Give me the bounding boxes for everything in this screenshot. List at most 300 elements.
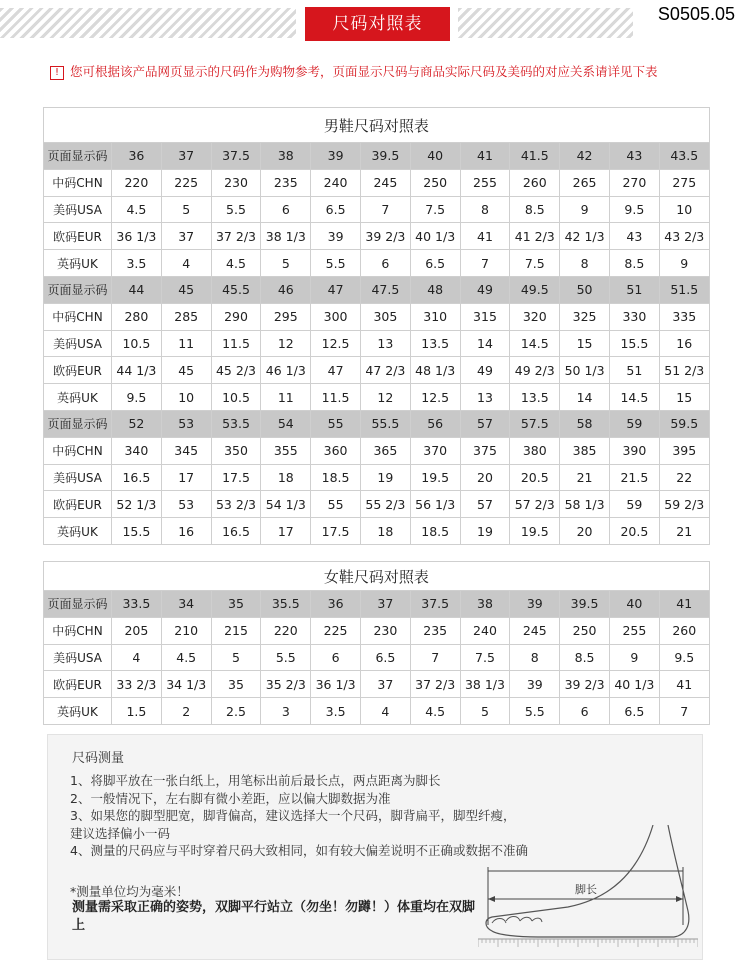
size-cell: 7.5: [510, 250, 560, 277]
size-cell: 335: [659, 303, 709, 330]
size-cell: 19.5: [410, 464, 460, 491]
size-cell: 250: [410, 169, 460, 196]
size-cell: 8.5: [510, 196, 560, 223]
row-label: 英码UK: [44, 250, 112, 277]
size-cell: 34 1/3: [161, 671, 211, 698]
size-cell: 350: [211, 437, 261, 464]
row-label: 欧码EUR: [44, 223, 112, 250]
size-cell: 37: [360, 591, 410, 618]
size-cell: 205: [112, 617, 162, 644]
size-cell: 59: [609, 410, 659, 437]
size-cell: 9: [560, 196, 610, 223]
row-label: 欧码EUR: [44, 671, 112, 698]
size-cell: 220: [261, 617, 311, 644]
size-cell: 2: [161, 698, 211, 725]
size-cell: 20: [560, 518, 610, 545]
size-cell: 15: [560, 330, 610, 357]
size-cell: 44 1/3: [112, 357, 162, 384]
size-cell: 43 2/3: [659, 223, 709, 250]
size-cell: 20: [460, 464, 510, 491]
size-cell: 17.5: [211, 464, 261, 491]
size-cell: 9: [609, 644, 659, 671]
size-cell: 51 2/3: [659, 357, 709, 384]
size-cell: 39: [510, 671, 560, 698]
size-cell: 47 2/3: [360, 357, 410, 384]
size-cell: 355: [261, 437, 311, 464]
size-cell: 235: [261, 169, 311, 196]
size-cell: 5.5: [311, 250, 361, 277]
table-row: [44, 330, 710, 357]
size-cell: 53.5: [211, 410, 261, 437]
table-row: [44, 303, 710, 330]
size-cell: 39.5: [360, 143, 410, 170]
size-cell: 4: [360, 698, 410, 725]
size-cell: 375: [460, 437, 510, 464]
size-cell: 6.5: [311, 196, 361, 223]
size-cell: 45 2/3: [211, 357, 261, 384]
size-cell: 10.5: [112, 330, 162, 357]
size-cell: 57 2/3: [510, 491, 560, 518]
size-cell: 39: [311, 143, 361, 170]
size-cell: 3.5: [112, 250, 162, 277]
size-cell: 46: [261, 276, 311, 303]
size-cell: 9.5: [609, 196, 659, 223]
size-cell: 235: [410, 617, 460, 644]
notice: [50, 62, 710, 80]
row-label: 中码CHN: [44, 303, 112, 330]
size-cell: 42 1/3: [560, 223, 610, 250]
size-cell: 39: [311, 223, 361, 250]
toes-outline: [492, 917, 542, 924]
size-cell: 310: [410, 303, 460, 330]
size-cell: 240: [460, 617, 510, 644]
arrow-left-icon: [488, 896, 495, 902]
size-cell: 11: [261, 384, 311, 411]
size-cell: 40 1/3: [609, 671, 659, 698]
size-cell: 8: [460, 196, 510, 223]
size-cell: 390: [609, 437, 659, 464]
size-cell: 14: [460, 330, 510, 357]
row-label: 中码CHN: [44, 169, 112, 196]
size-cell: 51.5: [659, 276, 709, 303]
table-row: [44, 591, 710, 618]
size-cell: 19: [360, 464, 410, 491]
size-cell: 36 1/3: [311, 671, 361, 698]
size-cell: 6: [311, 644, 361, 671]
size-cell: 270: [609, 169, 659, 196]
size-cell: 56 1/3: [410, 491, 460, 518]
size-cell: 7.5: [460, 644, 510, 671]
size-cell: 7: [410, 644, 460, 671]
size-cell: 50: [560, 276, 610, 303]
size-cell: 20.5: [609, 518, 659, 545]
size-cell: 365: [360, 437, 410, 464]
table-row: [44, 250, 710, 277]
size-cell: 275: [659, 169, 709, 196]
size-cell: 41.5: [510, 143, 560, 170]
size-cell: 8.5: [560, 644, 610, 671]
row-label: 欧码EUR: [44, 357, 112, 384]
size-cell: 19: [460, 518, 510, 545]
size-cell: 14: [560, 384, 610, 411]
size-cell: 210: [161, 617, 211, 644]
row-label: 中码CHN: [44, 617, 112, 644]
size-cell: 34: [161, 591, 211, 618]
size-cell: 33.5: [112, 591, 162, 618]
size-cell: 35: [211, 591, 261, 618]
unit-note: *测量单位均为毫米！: [70, 884, 189, 899]
measure-line: 3、如果您的脚型肥宽，脚背偏高，建议选择大一个尺码，脚背扁平，脚型纤瘦，: [70, 808, 516, 823]
size-cell: 57: [460, 491, 510, 518]
size-cell: 39 2/3: [560, 671, 610, 698]
size-cell: 230: [360, 617, 410, 644]
warning-icon: !: [50, 66, 64, 80]
size-cell: 37: [161, 223, 211, 250]
size-cell: 47: [311, 357, 361, 384]
size-cell: 41: [659, 671, 709, 698]
size-cell: 53 2/3: [211, 491, 261, 518]
size-cell: 5.5: [211, 196, 261, 223]
size-cell: 43: [609, 143, 659, 170]
size-cell: 220: [112, 169, 162, 196]
size-cell: 245: [360, 169, 410, 196]
size-cell: 4.5: [211, 250, 261, 277]
size-cell: 10: [659, 196, 709, 223]
size-cell: 55.5: [360, 410, 410, 437]
size-cell: 12.5: [410, 384, 460, 411]
size-cell: 39.5: [560, 591, 610, 618]
women-size-table: [43, 561, 710, 725]
size-cell: 17: [261, 518, 311, 545]
size-cell: 11: [161, 330, 211, 357]
row-label: 页面显示码: [44, 143, 112, 170]
size-cell: 58 1/3: [560, 491, 610, 518]
posture-note: 测量需采取正确的姿势，双脚平行站立（勿坐！勿蹲！）体重均在双脚上: [72, 900, 476, 933]
size-cell: 47: [311, 276, 361, 303]
size-cell: 48: [410, 276, 460, 303]
size-cell: 9: [659, 250, 709, 277]
decorative-stripes-right: [458, 8, 633, 38]
size-cell: 21: [659, 518, 709, 545]
size-cell: 40: [609, 591, 659, 618]
men-table-title: 男鞋尺码对照表: [44, 108, 710, 143]
size-cell: 5: [460, 698, 510, 725]
size-cell: 10.5: [211, 384, 261, 411]
women-table-title: 女鞋尺码对照表: [44, 562, 710, 591]
size-cell: 14.5: [609, 384, 659, 411]
size-cell: 37: [360, 671, 410, 698]
product-code: S0505.05: [657, 4, 735, 24]
size-cell: 380: [510, 437, 560, 464]
measurement-guide: [47, 734, 703, 960]
foot-length-label: 脚长: [575, 883, 597, 896]
size-cell: 59: [609, 491, 659, 518]
size-cell: 22: [659, 464, 709, 491]
size-cell: 260: [510, 169, 560, 196]
size-cell: 4.5: [410, 698, 460, 725]
size-cell: 245: [510, 617, 560, 644]
size-cell: 58: [560, 410, 610, 437]
size-cell: 345: [161, 437, 211, 464]
size-cell: 330: [609, 303, 659, 330]
size-cell: 45.5: [211, 276, 261, 303]
size-cell: 5: [211, 644, 261, 671]
size-cell: 50 1/3: [560, 357, 610, 384]
size-cell: 37.5: [211, 143, 261, 170]
size-cell: 260: [659, 617, 709, 644]
size-cell: 15: [659, 384, 709, 411]
size-cell: 8: [510, 644, 560, 671]
size-cell: 340: [112, 437, 162, 464]
size-cell: 5.5: [261, 644, 311, 671]
table-row: [44, 518, 710, 545]
size-cell: 19.5: [510, 518, 560, 545]
size-cell: 12: [261, 330, 311, 357]
size-cell: 13: [460, 384, 510, 411]
row-label: 中码CHN: [44, 437, 112, 464]
measure-title: 尺码测量: [72, 751, 125, 766]
size-cell: 17.5: [311, 518, 361, 545]
row-label: 美码USA: [44, 330, 112, 357]
size-cell: 370: [410, 437, 460, 464]
table-row: [44, 223, 710, 250]
size-cell: 49: [460, 357, 510, 384]
size-cell: 18: [261, 464, 311, 491]
size-cell: 37: [161, 143, 211, 170]
size-cell: 3.5: [311, 698, 361, 725]
size-cell: 33 2/3: [112, 671, 162, 698]
size-cell: 18.5: [410, 518, 460, 545]
size-cell: 6.5: [410, 250, 460, 277]
size-cell: 16.5: [112, 464, 162, 491]
row-label: 美码USA: [44, 644, 112, 671]
size-cell: 5: [261, 250, 311, 277]
size-cell: 36: [112, 143, 162, 170]
size-cell: 5: [161, 196, 211, 223]
size-cell: 13.5: [410, 330, 460, 357]
size-cell: 360: [311, 437, 361, 464]
row-label: 页面显示码: [44, 276, 112, 303]
row-label: 英码UK: [44, 384, 112, 411]
size-cell: 21: [560, 464, 610, 491]
decorative-stripes-left: [0, 8, 296, 38]
size-cell: 55: [311, 410, 361, 437]
size-cell: 57.5: [510, 410, 560, 437]
size-cell: 295: [261, 303, 311, 330]
size-cell: 16: [659, 330, 709, 357]
table-row: [44, 410, 710, 437]
size-cell: 3: [261, 698, 311, 725]
size-cell: 9.5: [659, 644, 709, 671]
size-cell: 10: [161, 384, 211, 411]
size-cell: 57: [460, 410, 510, 437]
size-cell: 15.5: [609, 330, 659, 357]
row-label: 英码UK: [44, 698, 112, 725]
size-cell: 12: [360, 384, 410, 411]
page-title: 尺码对照表: [305, 7, 450, 41]
size-cell: 49: [460, 276, 510, 303]
size-cell: 4: [112, 644, 162, 671]
table-row: [44, 617, 710, 644]
table-row: [44, 671, 710, 698]
size-cell: 38 1/3: [261, 223, 311, 250]
table-row: [44, 644, 710, 671]
row-label: 美码USA: [44, 464, 112, 491]
size-cell: 59.5: [659, 410, 709, 437]
foot-diagram: [478, 825, 698, 955]
size-cell: 285: [161, 303, 211, 330]
size-cell: 300: [311, 303, 361, 330]
size-cell: 51: [609, 357, 659, 384]
measure-line: 建议选择偏小一码: [70, 825, 171, 841]
size-cell: 6.5: [360, 644, 410, 671]
size-cell: 315: [460, 303, 510, 330]
header-bar: [0, 0, 743, 44]
size-cell: 13: [360, 330, 410, 357]
size-cell: 55 2/3: [360, 491, 410, 518]
size-cell: 41: [659, 591, 709, 618]
size-cell: 4: [161, 250, 211, 277]
size-cell: 46 1/3: [261, 357, 311, 384]
size-cell: 7.5: [410, 196, 460, 223]
notice-text: 您可根据该产品网页显示的尺码作为购物参考，页面显示尺码与商品实际尺码及美码的对应关系请详见下表: [70, 64, 658, 79]
table-row: [44, 276, 710, 303]
size-cell: 42: [560, 143, 610, 170]
size-cell: 44: [112, 276, 162, 303]
size-cell: 255: [609, 617, 659, 644]
size-cell: 18: [360, 518, 410, 545]
size-cell: 305: [360, 303, 410, 330]
size-cell: 20.5: [510, 464, 560, 491]
table-row: [44, 491, 710, 518]
size-cell: 37.5: [410, 591, 460, 618]
size-cell: 41: [460, 223, 510, 250]
size-cell: 52 1/3: [112, 491, 162, 518]
size-cell: 35.5: [261, 591, 311, 618]
size-cell: 13.5: [510, 384, 560, 411]
size-cell: 51: [609, 276, 659, 303]
size-cell: 56: [410, 410, 460, 437]
size-cell: 48 1/3: [410, 357, 460, 384]
size-cell: 15.5: [112, 518, 162, 545]
size-cell: 7: [360, 196, 410, 223]
foot-outline: [486, 825, 689, 937]
arrow-right-icon: [676, 896, 683, 902]
size-cell: 215: [211, 617, 261, 644]
size-cell: 240: [311, 169, 361, 196]
size-cell: 37 2/3: [211, 223, 261, 250]
size-cell: 230: [211, 169, 261, 196]
measure-line: 1、将脚平放在一张白纸上，用笔标出前后最长点，两点距离为脚长: [70, 773, 441, 788]
size-cell: 38 1/3: [460, 671, 510, 698]
table-row: [44, 384, 710, 411]
size-cell: 255: [460, 169, 510, 196]
size-cell: 40: [410, 143, 460, 170]
size-cell: 395: [659, 437, 709, 464]
size-cell: 39 2/3: [360, 223, 410, 250]
size-cell: 225: [311, 617, 361, 644]
size-cell: 290: [211, 303, 261, 330]
size-cell: 55: [311, 491, 361, 518]
size-cell: 265: [560, 169, 610, 196]
size-cell: 41: [460, 143, 510, 170]
size-cell: 385: [560, 437, 610, 464]
size-cell: 8.5: [609, 250, 659, 277]
size-cell: 36 1/3: [112, 223, 162, 250]
size-cell: 47.5: [360, 276, 410, 303]
size-cell: 37 2/3: [410, 671, 460, 698]
size-cell: 38: [261, 143, 311, 170]
size-cell: 6: [261, 196, 311, 223]
size-cell: 53: [161, 491, 211, 518]
size-cell: 17: [161, 464, 211, 491]
size-cell: 45: [161, 357, 211, 384]
table-row: [44, 437, 710, 464]
size-cell: 12.5: [311, 330, 361, 357]
size-cell: 35: [211, 671, 261, 698]
table-row: [44, 464, 710, 491]
size-cell: 16.5: [211, 518, 261, 545]
size-cell: 7: [659, 698, 709, 725]
table-row: [44, 143, 710, 170]
table-row: [44, 196, 710, 223]
size-cell: 40 1/3: [410, 223, 460, 250]
size-cell: 225: [161, 169, 211, 196]
size-cell: 54: [261, 410, 311, 437]
size-cell: 36: [311, 591, 361, 618]
size-cell: 39: [510, 591, 560, 618]
size-cell: 45: [161, 276, 211, 303]
size-cell: 4.5: [112, 196, 162, 223]
row-label: 欧码EUR: [44, 491, 112, 518]
size-cell: 21.5: [609, 464, 659, 491]
size-cell: 18.5: [311, 464, 361, 491]
size-cell: 16: [161, 518, 211, 545]
measure-line: 4、测量的尺码应与平时穿着尺码大致相同，如有较大偏差说明不正确或数据不准确: [70, 843, 528, 858]
size-cell: 43: [609, 223, 659, 250]
size-cell: 1.5: [112, 698, 162, 725]
size-cell: 320: [510, 303, 560, 330]
size-cell: 4.5: [161, 644, 211, 671]
table-row: [44, 357, 710, 384]
size-cell: 325: [560, 303, 610, 330]
row-label: 英码UK: [44, 518, 112, 545]
size-cell: 11.5: [311, 384, 361, 411]
size-cell: 35 2/3: [261, 671, 311, 698]
size-cell: 59 2/3: [659, 491, 709, 518]
row-label: 页面显示码: [44, 410, 112, 437]
size-cell: 6.5: [609, 698, 659, 725]
size-cell: 250: [560, 617, 610, 644]
size-cell: 49 2/3: [510, 357, 560, 384]
size-cell: 2.5: [211, 698, 261, 725]
table-row: [44, 698, 710, 725]
measure-line: 2、一般情况下，左右脚有微小差距，应以偏大脚数据为准: [70, 790, 391, 806]
size-cell: 38: [460, 591, 510, 618]
size-cell: 53: [161, 410, 211, 437]
size-cell: 54 1/3: [261, 491, 311, 518]
table-row: [44, 169, 710, 196]
size-cell: 49.5: [510, 276, 560, 303]
size-cell: 7: [460, 250, 510, 277]
size-cell: 5.5: [510, 698, 560, 725]
size-cell: 8: [560, 250, 610, 277]
row-label: 页面显示码: [44, 591, 112, 618]
row-label: 美码USA: [44, 196, 112, 223]
size-cell: 41 2/3: [510, 223, 560, 250]
size-cell: 14.5: [510, 330, 560, 357]
size-cell: 11.5: [211, 330, 261, 357]
